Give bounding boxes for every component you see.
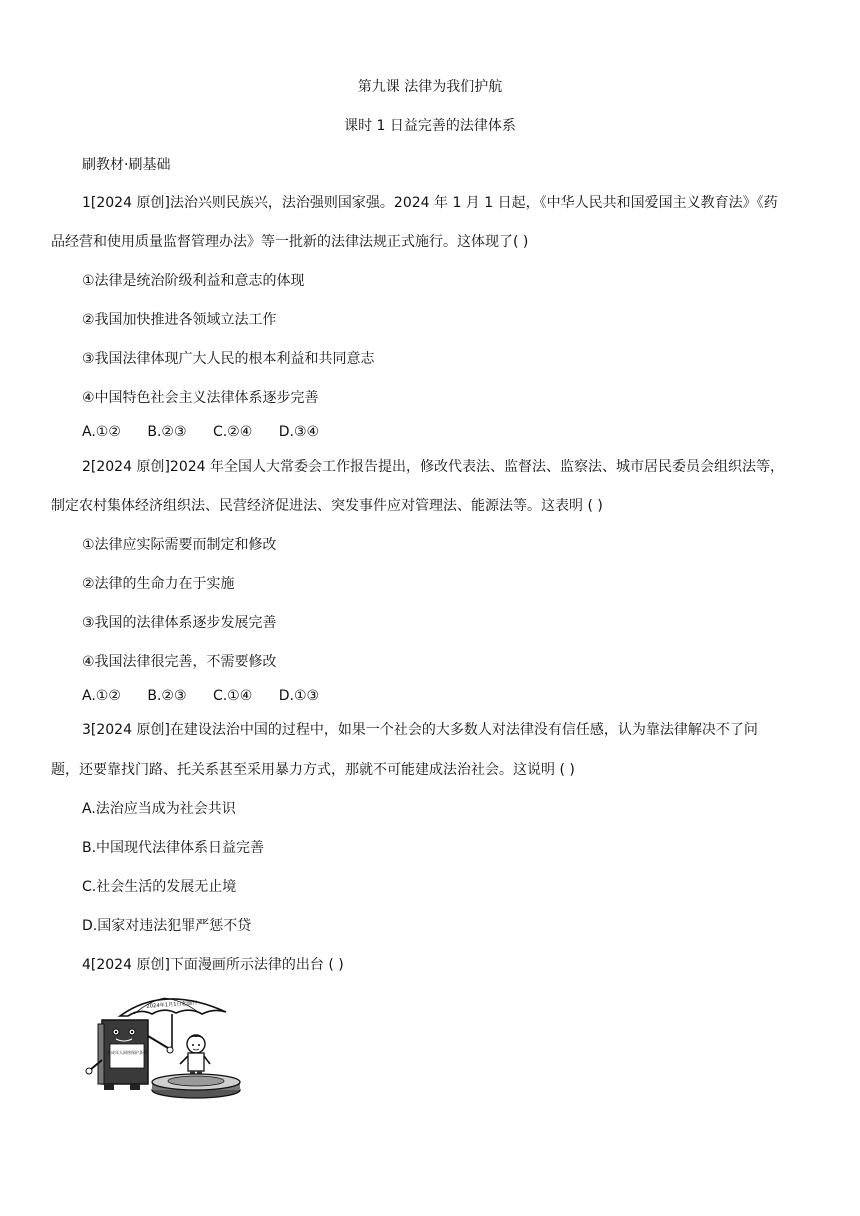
question-2-item-4: ④我国法律很完善，不需要修改 <box>82 654 277 670</box>
child-character <box>180 1035 210 1079</box>
section-heading: 刷教材·刷基础 <box>82 157 171 173</box>
question-2-stem-line-2: 制定农村集体经济组织法、民营经济促进法、突发事件应对管理法、能源法等。这表明 ( ) <box>51 498 603 514</box>
question-2-item-1: ①法律应实际需要而制定和修改 <box>82 537 277 553</box>
question-2-option-a[interactable]: A.①② <box>82 688 121 704</box>
question-2-item-3: ③我国的法律体系逐步发展完善 <box>82 615 277 631</box>
question-3-stem-line-1: 3[2024 原创]在建设法治中国的过程中，如果一个社会的大多数人对法律没有信任感，认为靠法律解决不了问 <box>82 722 758 738</box>
question-1-option-a[interactable]: A.①② <box>82 424 121 440</box>
question-3-option-b[interactable]: B.中国现代法律体系日益完善 <box>82 840 265 856</box>
question-1-option-d[interactable]: D.③④ <box>278 424 320 440</box>
question-2-option-b[interactable]: B.②③ <box>147 688 187 704</box>
question-1-stem-line-2: 品经营和使用质量监督管理办法》等一批新的法律法规正式施行。这体现了( ) <box>51 234 529 250</box>
question-1-item-3: ③我国法律体现广大人民的根本利益和共同意志 <box>82 351 375 367</box>
umbrella-label: 2024年1月1日起施行 <box>146 1000 198 1010</box>
question-4-stem: 4[2024 原创]下面漫画所示法律的出台 ( ) <box>82 957 344 973</box>
platform <box>152 1074 240 1098</box>
question-3-stem-line-2: 题，还要靠找门路、托关系甚至采用暴力方式，那就不可能建成法治社会。这说明 ( ) <box>51 762 575 778</box>
question-2-option-c[interactable]: C.①④ <box>212 688 253 704</box>
question-1-options <box>82 422 319 442</box>
lesson-subtitle: 课时 1 日益完善的法律体系 <box>344 118 516 134</box>
question-1-item-4: ④中国特色社会主义法律体系逐步完善 <box>82 390 319 406</box>
question-1-stem-line-1: 1[2024 原创]法治兴则民族兴，法治强则国家强。2024 年 1 月 1 日起，《中华人民共和国爱国主义教育法》《药 <box>82 195 778 211</box>
lesson-title: 第九课 法律为我们护航 <box>357 79 503 95</box>
question-2-item-2: ②法律的生命力在于实施 <box>82 576 235 592</box>
question-1-item-2: ②我国加快推进各领域立法工作 <box>82 312 277 328</box>
question-2-stem-line-1: 2[2024 原创]2024 年全国人大常委会工作报告提出，修改代表法、监督法、监察法、城市居民委员会组织法等， <box>82 459 784 475</box>
question-3-option-a[interactable]: A.法治应当成为社会共识 <box>82 801 236 817</box>
question-3-option-c[interactable]: C.社会生活的发展无止境 <box>82 879 237 895</box>
question-1-option-b[interactable]: B.②③ <box>147 424 187 440</box>
question-2-options <box>82 686 319 706</box>
question-3-option-d[interactable]: D.国家对违法犯罪严惩不贷 <box>82 918 252 934</box>
question-1-option-c[interactable]: C.②④ <box>212 424 253 440</box>
question-1-item-1: ①法律是统治阶级利益和意志的体现 <box>82 273 305 289</box>
comic-illustration <box>84 990 244 1100</box>
book-cover-label: 未成年人网络保护条例 <box>107 1050 147 1055</box>
question-2-option-d[interactable]: D.①③ <box>278 688 320 704</box>
